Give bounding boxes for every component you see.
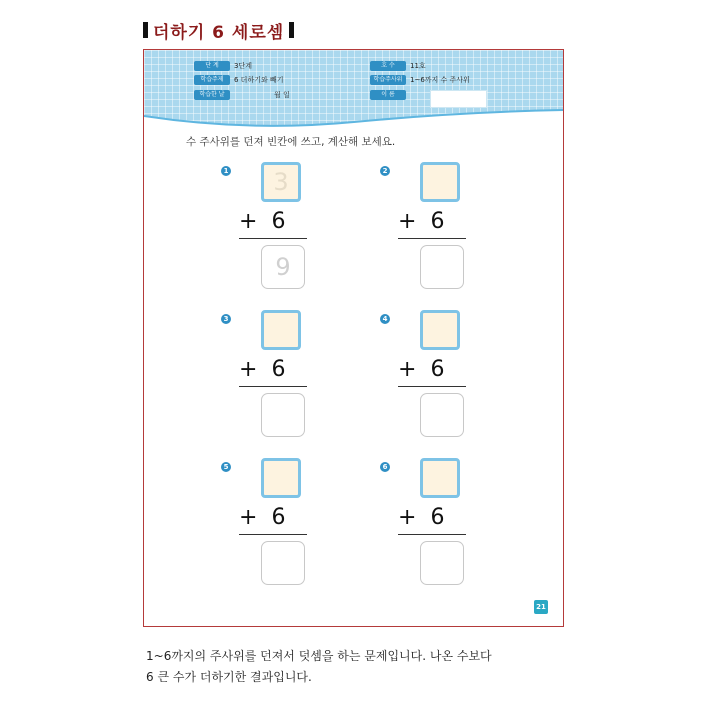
addend-row: +6 bbox=[239, 357, 300, 382]
problem-2 bbox=[380, 166, 480, 296]
answer-box[interactable] bbox=[420, 245, 464, 289]
dice-input-box[interactable] bbox=[261, 310, 301, 350]
caption-line-1: 1~6까지의 주사위를 던져서 덧셈을 하는 문제입니다. 나온 수보다 bbox=[146, 649, 492, 663]
answer-box[interactable] bbox=[261, 541, 305, 585]
problem-1 bbox=[221, 166, 321, 296]
title-left-bar bbox=[143, 22, 148, 38]
sum-line bbox=[239, 386, 307, 387]
addend-row: +6 bbox=[239, 209, 300, 234]
addend-row: +6 bbox=[398, 209, 459, 234]
problem-number: 6 bbox=[380, 462, 390, 472]
worksheet-header bbox=[144, 50, 564, 130]
dice-input-box[interactable] bbox=[420, 162, 460, 202]
problem-4 bbox=[380, 314, 480, 444]
sum-line bbox=[239, 238, 307, 239]
problem-number: 2 bbox=[380, 166, 390, 176]
page-title bbox=[138, 17, 299, 43]
answer-box[interactable]: 9 bbox=[261, 245, 305, 289]
field-date: 학습한 날 월 일 bbox=[194, 89, 290, 100]
field-topic: 학습주제 6 더하기와 빼기 bbox=[194, 74, 283, 85]
problem-number: 5 bbox=[221, 462, 231, 472]
problem-number: 4 bbox=[380, 314, 390, 324]
answer-box[interactable] bbox=[261, 393, 305, 437]
problem-3 bbox=[221, 314, 321, 444]
sum-line bbox=[398, 534, 466, 535]
dice-input-box[interactable] bbox=[420, 310, 460, 350]
sum-line bbox=[398, 238, 466, 239]
instruction-text: 수 주사위를 던져 빈칸에 쓰고, 계산해 보세요. bbox=[186, 136, 396, 148]
dice-input-box[interactable]: 3 bbox=[261, 162, 301, 202]
worksheet bbox=[143, 49, 564, 627]
problem-6 bbox=[380, 462, 480, 592]
sum-line bbox=[398, 386, 466, 387]
dice-input-box[interactable] bbox=[261, 458, 301, 498]
field-level: 단 계 3단계 bbox=[194, 60, 252, 71]
caption-line-2: 6 큰 수가 더하기한 결과입니다. bbox=[146, 670, 312, 684]
field-name: 이 름 bbox=[370, 89, 410, 100]
name-input-box[interactable] bbox=[430, 90, 487, 108]
addend-row: +6 bbox=[398, 505, 459, 530]
problem-5 bbox=[221, 462, 321, 592]
answer-box[interactable] bbox=[420, 541, 464, 585]
problem-number: 3 bbox=[221, 314, 231, 324]
caption bbox=[146, 646, 566, 688]
title-text: 더하기 6 세로셈 bbox=[153, 22, 285, 43]
problem-number: 1 bbox=[221, 166, 231, 176]
title-right-bar bbox=[289, 22, 294, 38]
field-issue: 호 수 11호 bbox=[370, 60, 426, 71]
answer-box[interactable] bbox=[420, 393, 464, 437]
addend-row: +6 bbox=[239, 505, 300, 530]
dice-input-box[interactable] bbox=[420, 458, 460, 498]
sum-line bbox=[239, 534, 307, 535]
field-dice: 학습주사위 1~6까지 수 주사위 bbox=[370, 74, 470, 85]
header-wave bbox=[144, 102, 564, 132]
addend-row: +6 bbox=[398, 357, 459, 382]
page-number-badge: 21 bbox=[534, 600, 548, 614]
